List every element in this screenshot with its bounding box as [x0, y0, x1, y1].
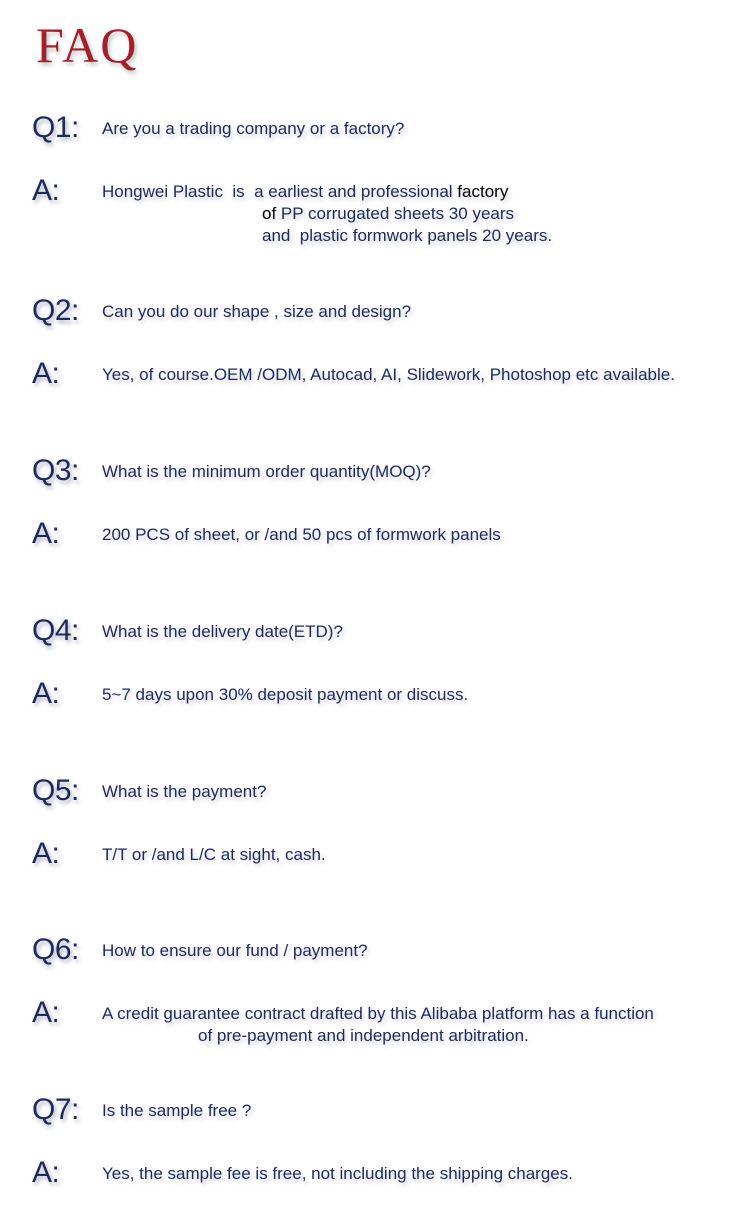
a1-answer-line2: PP corrugated sheets 30 years: [276, 204, 515, 223]
q3-label: Q3:: [32, 454, 79, 487]
q6-question: How to ensure our fund / payment?: [102, 941, 368, 960]
q1-question: Are you a trading company or a factory?: [102, 119, 405, 138]
q5-label: Q5:: [32, 774, 79, 807]
q3-question: What is the minimum order quantity(MOQ)?: [102, 462, 431, 481]
a1-answer-highlight: factory: [457, 182, 509, 201]
page-title: FAQ: [36, 17, 139, 73]
a6-label: A:: [32, 996, 60, 1029]
a3-answer: 200 PCS of sheet, or /and 50 pcs of formwork panels: [102, 525, 501, 544]
a6-answer: [102, 1003, 654, 1047]
a4-label: A:: [32, 677, 60, 710]
a1-label: A:: [32, 174, 60, 207]
a2-answer: Yes, of course.OEM /ODM, Autocad, AI, Slidework, Photoshop etc available.: [102, 365, 675, 384]
a5-answer: T/T or /and L/C at sight, cash.: [102, 845, 326, 864]
q4-question: What is the delivery date(ETD)?: [102, 622, 343, 641]
a3-label: A:: [32, 517, 60, 550]
a5-label: A:: [32, 837, 60, 870]
q4-label: Q4:: [32, 614, 79, 647]
q5-question: What is the payment?: [102, 782, 267, 801]
a1-answer-line1: Hongwei Plastic is a earliest and professional: [102, 182, 458, 201]
a4-answer: 5~7 days upon 30% deposit payment or discuss.: [102, 685, 469, 704]
a1-answer-line3: and plastic formwork panels 20 years.: [262, 226, 553, 245]
a6-answer-line1: A credit guarantee contract drafted by this Alibaba platform has a function: [102, 1004, 654, 1023]
q2-label: Q2:: [32, 294, 79, 327]
q1-label: Q1:: [32, 111, 79, 144]
q6-label: Q6:: [32, 933, 79, 966]
a7-label: A:: [32, 1156, 60, 1189]
q7-label: Q7:: [32, 1093, 79, 1126]
a7-answer: Yes, the sample fee is free, not including the shipping charges.: [102, 1164, 573, 1183]
a1-answer: [102, 181, 552, 247]
a6-answer-line2: of pre-payment and independent arbitration.: [198, 1026, 529, 1045]
q7-question: Is the sample free ?: [102, 1101, 252, 1120]
a1-answer-highlight-2: of: [262, 204, 277, 223]
q2-question: Can you do our shape , size and design?: [102, 302, 412, 321]
a2-label: A:: [32, 357, 60, 390]
